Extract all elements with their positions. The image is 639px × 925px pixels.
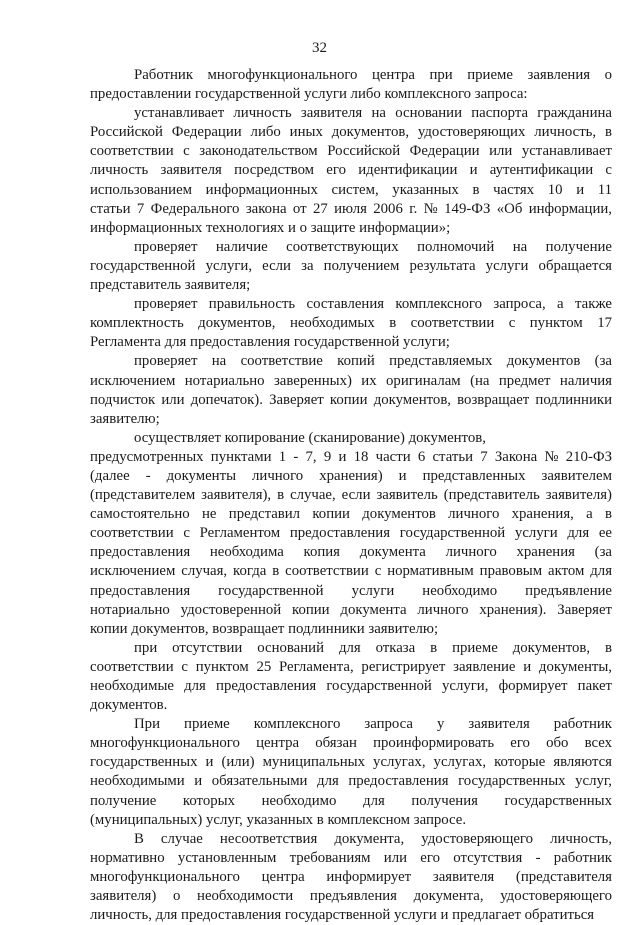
paragraph [90, 639, 612, 715]
text-line: предусмотренных пунктами 1 - 7, 9 и 18 части 6 статьи 7 Закона № 210-ФЗ [90, 448, 612, 465]
text-line: комплектность документов, необходимых в соответствии с пунктом 17 [90, 315, 612, 332]
text-line: получение которых необходимо для получения государственных [90, 792, 612, 809]
text-line: многофункционального центра обязан проинформировать его обо всех [90, 735, 612, 752]
text-line: необходимыми и обязательными для предоставления государственных услуг, [90, 773, 612, 790]
text-line: предоставления государственной услуги необходимо предъявление [90, 582, 612, 599]
text-line: статьи 7 Федерального закона от 27 июля 2006 г. № 149-ФЗ «Об информации, [90, 200, 612, 217]
text-line: проверяет правильность составления комплексного запроса, а также [134, 296, 612, 313]
text-line: Российской Федерации либо иных документов, удостоверяющих личность, в [90, 124, 612, 141]
text-line: самостоятельно не представил копии документов личного хранения, а в [90, 506, 612, 523]
text-line: соответствии с законодательством Российской Федерации или устанавливает [90, 143, 612, 160]
text-line: Регламента для предоставления государственной услуги; [90, 334, 450, 351]
text-line: Работник многофункционального центра при приеме заявления о [134, 67, 612, 83]
text-line: исключением случая, когда в соответствии с нормативным правовым актом для [90, 563, 612, 580]
text-line: (представителем заявителя), в случае, если заявитель (представитель заявителя) [90, 487, 612, 504]
text-line: личность, для предоставления государственной услуги и предлагает обратиться [90, 907, 595, 924]
text-line: государственной услуги, если за получением результата услуги обращается [90, 257, 612, 274]
text-line: нормативно установленным требованиям или его отсутствия - работник [90, 849, 612, 866]
paragraph [90, 352, 612, 428]
paragraph [90, 295, 612, 352]
text-line: копии документов, возвращает подлинники заявителю; [90, 620, 439, 637]
text-line: представитель заявителя; [90, 277, 251, 294]
text-line: многофункционального центра информирует заявителя (представителя [90, 868, 612, 885]
text-line: заявителя) о необходимости предъявления документа, удостоверяющего [90, 888, 612, 905]
text-line: устанавливает личность заявителя на основании паспорта гражданина [134, 105, 612, 122]
text-line: предоставлении государственной услуги либо комплексного запроса: [90, 86, 528, 103]
text-line: государственных и (или) муниципальных услугах, услугах, которые являются [90, 754, 612, 771]
text-line: использованием информационных систем, указанных в частях 10 и 11 [90, 181, 612, 198]
text-line: документов. [90, 697, 168, 714]
paragraph [90, 238, 612, 295]
paragraph [90, 830, 612, 925]
paragraph [90, 429, 612, 639]
text-line: предоставления необходима копия документа личного хранения (за [90, 544, 612, 561]
document-body [90, 66, 612, 925]
text-line: заявителю; [90, 410, 160, 427]
paragraph [90, 104, 612, 238]
text-line: соответствии с Регламентом предоставления государственной услуги для ее [90, 525, 612, 542]
text-line: проверяет наличие соответствующих полномочий на получение [134, 238, 612, 255]
text-line: при отсутствии оснований для отказа в приеме документов, в [134, 639, 612, 656]
text-line: (далее - документы личного хранения) и представленных заявителем [90, 467, 612, 484]
text-line: информационных технологиях и о защите информации»; [90, 219, 451, 236]
text-line: осуществляет копирование (сканирование) документов, [134, 429, 486, 446]
text-line: нотариально удостоверенной копии документа личного хранения). Заверяет [90, 601, 612, 618]
text-line: В случае несоответствия документа, удостоверяющего личность, [134, 830, 612, 847]
text-line: проверяет на соответствие копий представляемых документов (за [134, 353, 612, 370]
text-line: исключением нотариально заверенных) их оригиналам (на предмет наличия [90, 372, 612, 389]
text-line: необходимые для предоставления государственной услуги, формирует пакет [90, 678, 612, 694]
text-line: подчисток или допечаток). Заверяет копии документов, возвращает подлинники [90, 391, 612, 408]
paragraph [90, 66, 612, 104]
text-line: (муниципальных) услуг, указанных в комплексном запросе. [90, 811, 467, 828]
page-number: 32 [312, 40, 327, 56]
paragraph [90, 715, 612, 830]
text-line: соответствии с пунктом 25 Регламента, регистрирует заявление и документы, [90, 658, 612, 675]
text-line: личность заявителя посредством его идентификации и аутентификации с [90, 162, 612, 179]
text-line: При приеме комплексного запроса у заявителя работник [134, 716, 612, 733]
